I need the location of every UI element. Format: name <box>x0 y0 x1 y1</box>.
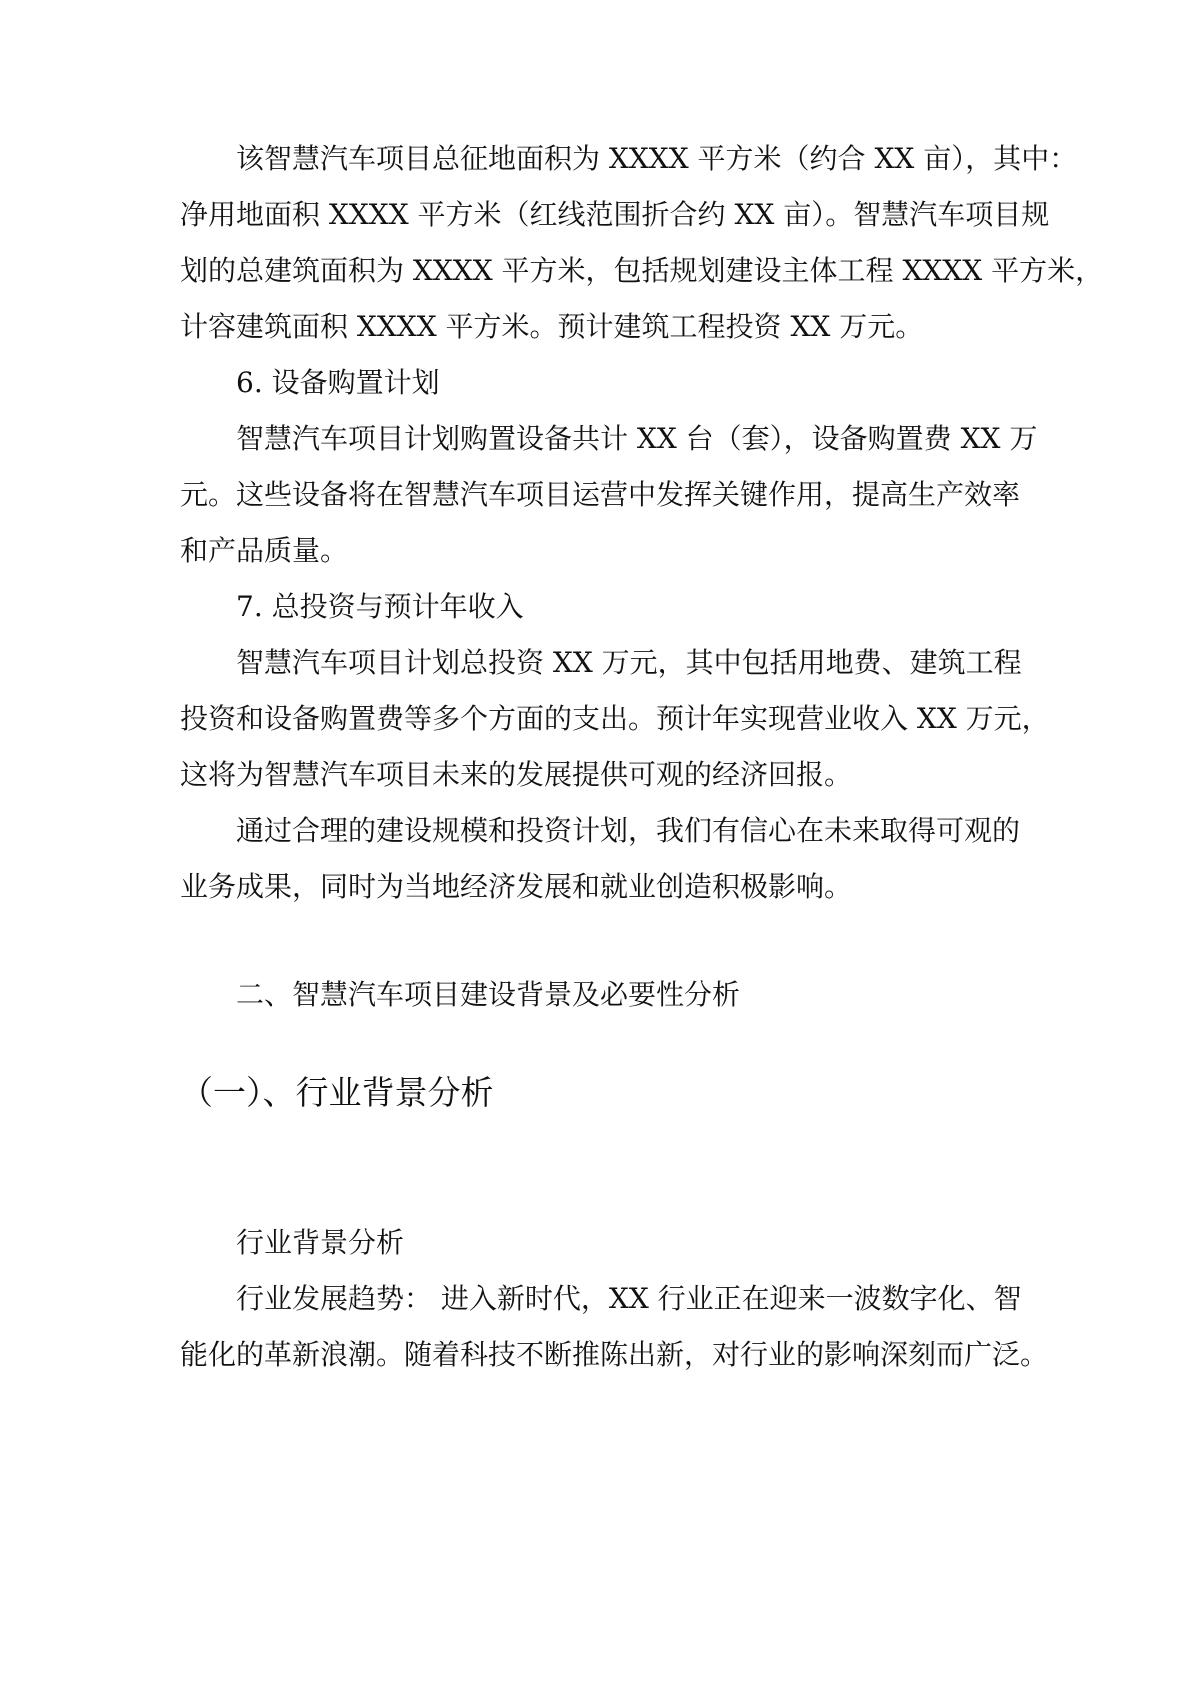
para4-line-1: 通过合理的建设规模和投资计划，我们有信心在未来取得可观的 <box>236 814 1021 847</box>
para2-line-2: 元。这些设备将在智慧汽车项目运营中发挥关键作用，提高生产效率 <box>180 478 1021 511</box>
para1-line-1: 该智慧汽车项目总征地面积为 XXXX 平方米（约合 XX 亩），其中： <box>236 142 1078 175</box>
para3-line-1: 智慧汽车项目计划总投资 XX 万元，其中包括用地费、建筑工程 <box>236 646 1022 679</box>
para3-line-3: 这将为智慧汽车项目未来的发展提供可观的经济回报。 <box>180 758 853 791</box>
section-6-title: 6. 设备购置计划 <box>236 366 440 399</box>
para5-line-2: 能化的革新浪潮。随着科技不断推陈出新，对行业的影响深刻而广泛。 <box>180 1338 1049 1371</box>
para1-line-4: 计容建筑面积 XXXX 平方米。预计建筑工程投资 XX 万元。 <box>180 310 924 343</box>
para2-line-1: 智慧汽车项目计划购置设备共计 XX 台（套），设备购置费 XX 万 <box>236 422 1038 455</box>
section-heading: （一）、行业背景分析 <box>180 1073 494 1112</box>
para5-line-1: 行业发展趋势： 进入新时代，XX 行业正在迎来一波数字化、智 <box>236 1282 1022 1315</box>
chapter-title: 二、智慧汽车项目建设背景及必要性分析 <box>236 978 741 1011</box>
para4-line-2: 业务成果，同时为当地经济发展和就业创造积极影响。 <box>180 870 853 903</box>
para3-line-2: 投资和设备购置费等多个方面的支出。预计年实现营业收入 XX 万元， <box>180 702 1050 735</box>
para1-line-3: 划的总建筑面积为 XXXX 平方米，包括规划建设主体工程 XXXX 平方米， <box>180 254 1104 287</box>
section-7-title: 7. 总投资与预计年收入 <box>236 590 524 623</box>
para2-line-3: 和产品质量。 <box>180 534 349 567</box>
subsection-title: 行业背景分析 <box>236 1226 405 1259</box>
para1-line-2: 净用地面积 XXXX 平方米（红线范围折合约 XX 亩）。智慧汽车项目规 <box>180 198 1050 231</box>
